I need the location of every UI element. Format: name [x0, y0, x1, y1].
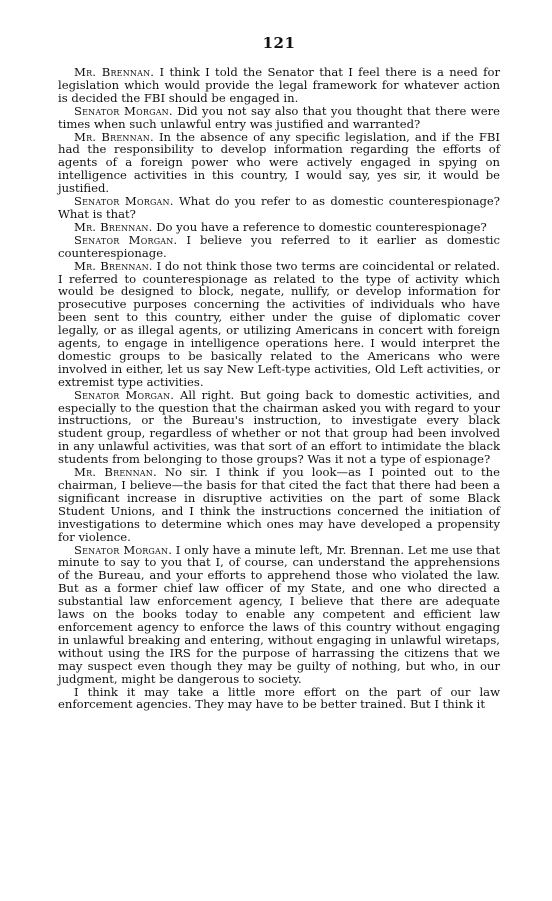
document-page: [58, 34, 500, 711]
paragraph-text: In the absence of any specific legislation, and if the FBI had the responsibility to develop information regarding the efforts of agents of a foreign power who were actively engaged in spying on intelligence activities in this country, I would say, yes sir, it would be justified.: [58, 129, 500, 196]
paragraph-text: All right. But going back to domestic activities, and especially to the question that the chairman asked you with regard to your instructions, or the Bureau's instruction, to investigate every black student group, regardless of whether or not that group had been involved in any unlawful activities, was that sort of an effort to intimidate the black students from belonging to those groups? Was it not a type of espionage?: [58, 387, 500, 467]
speaker-name: Senator Morgan.: [74, 387, 175, 402]
paragraph: [58, 389, 500, 466]
paragraph: [58, 686, 500, 712]
paragraph: [58, 105, 500, 131]
speaker-name: Mr. Brennan.: [74, 219, 153, 234]
speaker-name: Mr. Brennan.: [74, 258, 153, 273]
speaker-name: Senator Morgan.: [74, 103, 173, 118]
paragraph-text: Do you have a reference to domestic counterespionage?: [152, 219, 487, 234]
speaker-name: Mr. Brennan.: [74, 129, 154, 144]
paragraph: [58, 131, 500, 196]
speaker-name: Senator Morgan.: [74, 232, 178, 247]
paragraph: [58, 195, 500, 221]
paragraph: [58, 466, 500, 543]
paragraph-text: I only have a minute left, Mr. Brennan. Let me use that minute to say to you that I, of course, can understand the apprehensions of the Bureau, and your efforts to apprehend those who violated the law. But as a former chief law officer of my State, and one who directed a substantial law enforcement agency, I believe that there are adequate laws on the books today to enable any competent and efficient law enforcement agency to enforce the laws of this country without engaging in unlawful breaking and entering, without engaging in unlawful wiretaps, without using the IRS for the purpose of harrassing the citizens that we may suspect even though they may be guilty of nothing, but who, in our judgment, might be dangerous to society.: [58, 542, 500, 686]
speaker-name: Mr. Brennan.: [74, 65, 155, 79]
speaker-name: Senator Morgan.: [74, 194, 174, 209]
paragraph-text: I believe you referred to it earlier as domestic counterespionage.: [58, 232, 500, 260]
paragraph-text: No sir. I think if you look—as I pointed out to the chairman, I believe—the basis for that cited the fact that there had been a significant increase in disruptive activities on the part of some Black Student Unions, and I think the instructions concerned the initiation of investigations to determine which ones may have developed a propensity for violence.: [58, 465, 500, 544]
paragraph: [58, 260, 500, 389]
paragraph-text: I think it may take a little more effort on the part of our law enforcement agencies. They may have to be better trained. But I think it: [58, 684, 500, 712]
paragraph: [58, 234, 500, 260]
paragraph-text: Did you not say also that you thought that there were times when such unlawful entry was justified and warranted?: [58, 103, 500, 131]
paragraph-text: I think I told the Senator that I feel there is a need for legislation which would provide the legal framework for whatever action is decided the FBI should be engaged in.: [58, 65, 500, 105]
paragraph: [58, 544, 500, 686]
speaker-name: Senator Morgan.: [74, 542, 173, 557]
speaker-name: Mr. Brennan.: [74, 465, 157, 480]
paragraph-text: I do not think those two terms are coincidental or related. I referred to counterespionage as related to the type of activity which would be designed to block, negate, nullify, or develop information for prosecutive purposes concerning the activities of individuals who have been sent to this country, either under the guise of diplomatic cover legally, or as illegal agents, or utilizing Americans in concert with foreign agents, to engage in intelligence operations here. I would interpret the domestic groups to be basically related to the Americans who were involved in either, let us say New Left-type activities, Old Left activities, or extremist type activities.: [58, 258, 500, 389]
page-number: 121: [262, 34, 296, 52]
paragraph: [58, 66, 500, 105]
paragraph-text: What do you refer to as domestic counterespionage? What is that?: [58, 194, 500, 221]
